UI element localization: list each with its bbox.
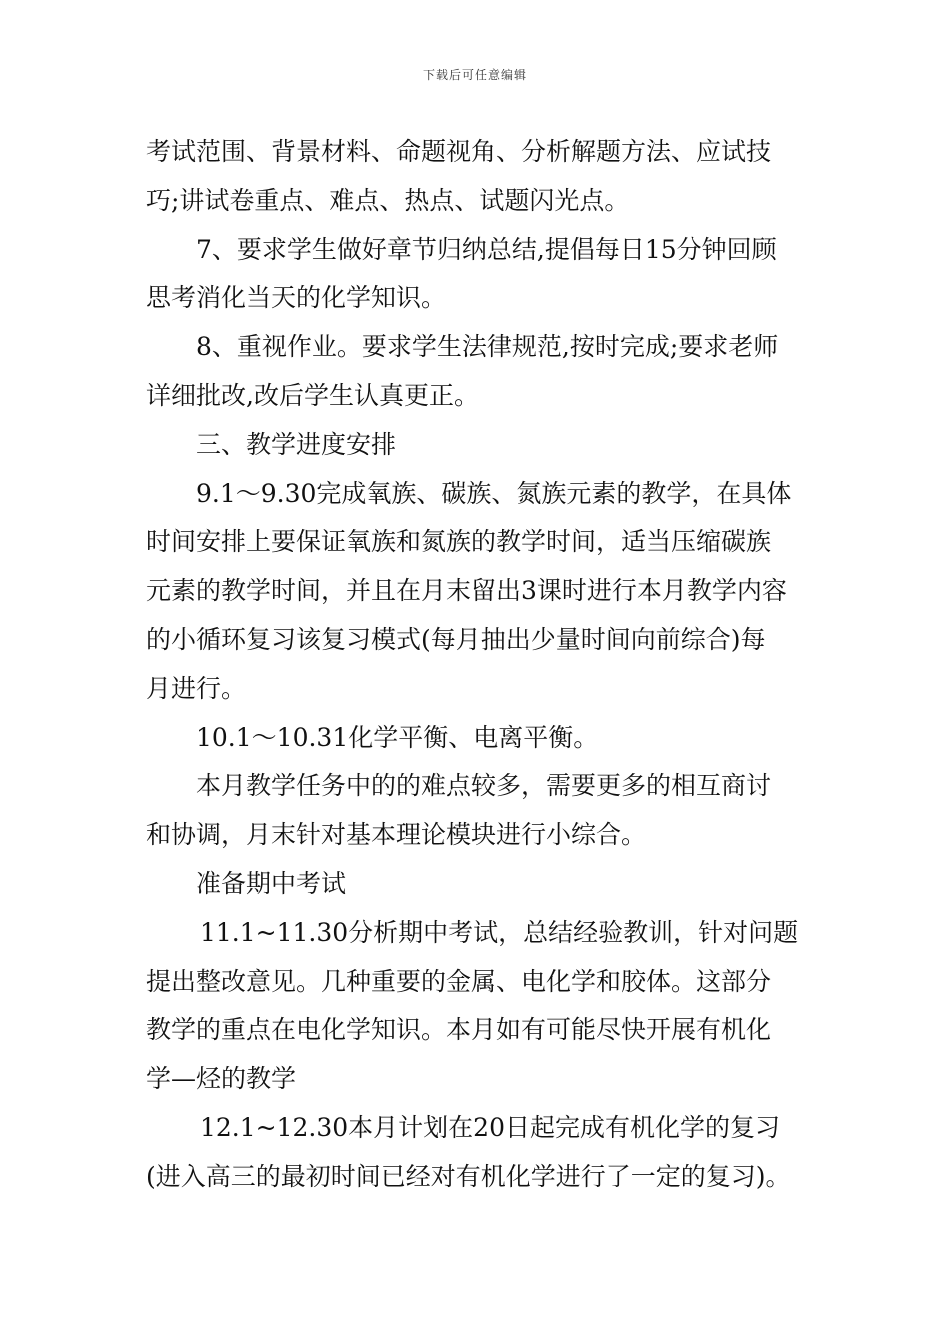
section-heading: 三、教学进度安排 (196, 429, 397, 459)
page-header-note: 下载后可任意编辑 (422, 68, 527, 82)
paragraph-line: (进入高三的最初时间已经对有机化学进行了一定的复习)。 (146, 1161, 791, 1191)
paragraph-line: 的小循环复习该复习模式(每月抽出少量时间向前综合)每 (146, 624, 766, 654)
paragraph-line: 准备期中考试 (196, 868, 347, 898)
paragraph-line: 巧;讲试卷重点、难点、热点、试题闪光点。 (146, 185, 630, 215)
paragraph-line: 9.1～9.30完成氧族、碳族、氮族元素的教学，在具体 (196, 478, 792, 508)
paragraph-line: 7、要求学生做好章节归纳总结,提倡每日15分钟回顾 (196, 234, 777, 264)
paragraph-line: 本月教学任务中的的难点较多，需要更多的相互商讨 (196, 771, 772, 801)
paragraph-line: 考试范围、背景材料、命题视角、分析解题方法、应试技 (146, 137, 772, 166)
paragraph-line: 提出整改意见。几种重要的金属、电化学和胶体。这部分 (146, 966, 772, 996)
paragraph-line: 12.1~12.30本月计划在20日起完成有机化学的复习 (200, 1112, 780, 1142)
paragraph-line: 10.1～10.31化学平衡、电离平衡。 (196, 722, 599, 752)
paragraph-line: 月进行。 (146, 673, 247, 703)
paragraph-line: 时间安排上要保证氧族和氮族的教学时间，适当压缩碳族 (146, 527, 772, 557)
paragraph-line: 8、重视作业。要求学生法律规范,按时完成;要求老师 (196, 332, 779, 362)
paragraph-line: 元素的教学时间，并且在月末留出3课时进行本月教学内容 (146, 576, 787, 606)
paragraph-line: 11.1~11.30分析期中考试，总结经验教训，针对问题 (200, 917, 799, 947)
paragraph-line: 详细批改,改后学生认真更正。 (146, 380, 479, 410)
paragraph-line: 教学的重点在电化学知识。本月如有可能尽快开展有机化 (146, 1015, 772, 1045)
document-body (146, 128, 818, 1202)
paragraph-line: 和协调，月末针对基本理论模块进行小综合。 (146, 820, 647, 850)
paragraph-line: 思考消化当天的化学知识。 (146, 283, 447, 313)
paragraph-line: 学—烃的教学 (146, 1064, 297, 1094)
